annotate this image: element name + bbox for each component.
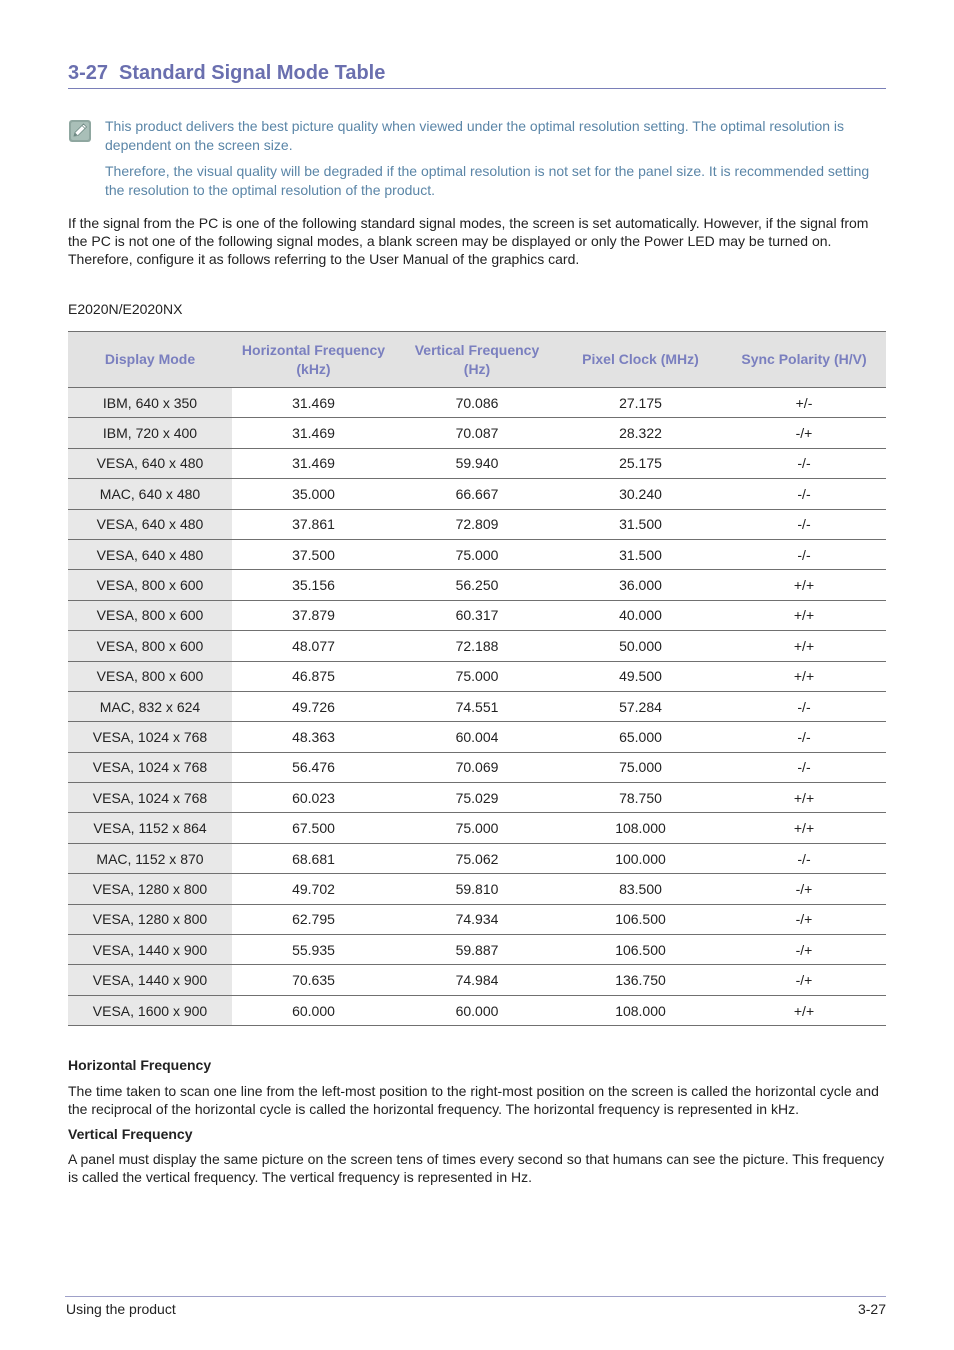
display-mode-cell: VESA, 800 x 600 [68, 600, 232, 630]
sync-polarity-cell: -/- [722, 843, 886, 873]
table-row [68, 418, 886, 448]
pixel-clock-cell: 31.500 [559, 509, 722, 539]
vertical-frequency-cell: 66.667 [395, 479, 559, 509]
sync-polarity-cell: -/- [722, 722, 886, 752]
pixel-clock-cell: 106.500 [559, 904, 722, 934]
pixel-clock-cell: 100.000 [559, 843, 722, 873]
horizontal-frequency-cell: 48.363 [232, 722, 395, 752]
vertical-frequency-cell: 75.000 [395, 813, 559, 843]
sync-polarity-cell: -/+ [722, 935, 886, 965]
sync-polarity-cell: +/+ [722, 631, 886, 661]
table-row [68, 752, 886, 782]
horizontal-frequency-cell: 67.500 [232, 813, 395, 843]
pixel-clock-cell: 40.000 [559, 600, 722, 630]
horizontal-frequency-cell: 37.500 [232, 539, 395, 569]
section-title [68, 62, 886, 89]
horizontal-frequency-cell: 56.476 [232, 752, 395, 782]
table-row [68, 661, 886, 691]
table-row [68, 631, 886, 661]
sync-polarity-cell: +/+ [722, 813, 886, 843]
sync-polarity-cell: -/+ [722, 965, 886, 995]
pixel-clock-cell: 49.500 [559, 661, 722, 691]
page-footer [65, 1296, 886, 1317]
vertical-frequency-cell: 74.934 [395, 904, 559, 934]
display-mode-cell: VESA, 1024 x 768 [68, 783, 232, 813]
display-mode-cell: VESA, 800 x 600 [68, 570, 232, 600]
section-number: 3-27 [68, 62, 109, 84]
pixel-clock-cell: 108.000 [559, 995, 722, 1025]
vertical-frequency-heading: Vertical Frequency [68, 1126, 193, 1142]
note-paragraph-2: Therefore, the visual quality will be degraded if the optimal resolution is not set for the panel size. It is recommended setting the resolution to the optimal resolution of the product. [105, 163, 870, 198]
display-mode-cell: VESA, 1280 x 800 [68, 874, 232, 904]
sync-polarity-cell: -/+ [722, 904, 886, 934]
sync-polarity-cell: +/+ [722, 783, 886, 813]
sync-polarity-cell: -/- [722, 752, 886, 782]
horizontal-frequency-cell: 49.702 [232, 874, 395, 904]
signal-mode-table [68, 331, 886, 1026]
table-row [68, 995, 886, 1025]
display-mode-cell: IBM, 640 x 350 [68, 388, 232, 418]
vertical-frequency-cell: 75.000 [395, 539, 559, 569]
section-title-text: Standard Signal Mode Table [119, 62, 386, 84]
table-body [68, 388, 886, 1026]
vertical-frequency-cell: 60.000 [395, 995, 559, 1025]
table-row [68, 479, 886, 509]
pixel-clock-cell: 36.000 [559, 570, 722, 600]
vertical-frequency-cell: 75.000 [395, 661, 559, 691]
table-row [68, 691, 886, 721]
header-vertical-frequency: Vertical Frequency (Hz) [395, 332, 559, 388]
horizontal-frequency-cell: 37.879 [232, 600, 395, 630]
sync-polarity-cell: -/- [722, 539, 886, 569]
horizontal-frequency-cell: 35.000 [232, 479, 395, 509]
pixel-clock-cell: 30.240 [559, 479, 722, 509]
vertical-frequency-cell: 60.317 [395, 600, 559, 630]
vertical-frequency-text: A panel must display the same picture on the screen tens of times every second so that humans can see the picture. This frequency is called the vertical frequency. The vertical frequency is represented in Hz. [68, 1151, 885, 1185]
vertical-frequency-cell: 75.062 [395, 843, 559, 873]
horizontal-frequency-cell: 37.861 [232, 509, 395, 539]
vertical-frequency-cell: 70.087 [395, 418, 559, 448]
display-mode-cell: IBM, 720 x 400 [68, 418, 232, 448]
pixel-clock-cell: 28.322 [559, 418, 722, 448]
table-row [68, 722, 886, 752]
display-mode-cell: MAC, 1152 x 870 [68, 843, 232, 873]
pixel-clock-cell: 108.000 [559, 813, 722, 843]
pixel-clock-cell: 75.000 [559, 752, 722, 782]
sync-polarity-cell: +/- [722, 388, 886, 418]
vertical-frequency-cell: 59.810 [395, 874, 559, 904]
table-row [68, 509, 886, 539]
table-row [68, 843, 886, 873]
header-display-mode: Display Mode [68, 332, 232, 388]
horizontal-frequency-cell: 35.156 [232, 570, 395, 600]
table-row [68, 874, 886, 904]
horizontal-frequency-cell: 31.469 [232, 448, 395, 478]
footer-chapter: Using the product [66, 1301, 176, 1317]
horizontal-frequency-cell: 31.469 [232, 388, 395, 418]
vertical-frequency-cell: 59.940 [395, 448, 559, 478]
display-mode-cell: VESA, 800 x 600 [68, 661, 232, 691]
display-mode-cell: VESA, 1440 x 900 [68, 965, 232, 995]
vertical-frequency-cell: 70.086 [395, 388, 559, 418]
horizontal-frequency-cell: 31.469 [232, 418, 395, 448]
display-mode-cell: VESA, 1440 x 900 [68, 935, 232, 965]
sync-polarity-cell: -/- [722, 691, 886, 721]
display-mode-cell: VESA, 800 x 600 [68, 631, 232, 661]
pixel-clock-cell: 31.500 [559, 539, 722, 569]
horizontal-frequency-text: The time taken to scan one line from the left-most position to the right-most position on the screen is called the horizontal cycle and the reciprocal of the horizontal cycle is called the horizontal frequency. The horizontal frequency is represented in kHz. [68, 1083, 879, 1117]
horizontal-frequency-cell: 62.795 [232, 904, 395, 934]
table-row [68, 600, 886, 630]
pixel-clock-cell: 78.750 [559, 783, 722, 813]
table-row [68, 813, 886, 843]
display-mode-cell: VESA, 640 x 480 [68, 509, 232, 539]
sync-polarity-cell: +/+ [722, 661, 886, 691]
vertical-frequency-cell: 75.029 [395, 783, 559, 813]
vertical-frequency-cell: 56.250 [395, 570, 559, 600]
table-row [68, 935, 886, 965]
footer-page-number: 3-27 [857, 1301, 886, 1317]
display-mode-cell: VESA, 1024 x 768 [68, 752, 232, 782]
vertical-frequency-cell: 72.809 [395, 509, 559, 539]
display-mode-cell: VESA, 1024 x 768 [68, 722, 232, 752]
table-row [68, 904, 886, 934]
horizontal-frequency-cell: 70.635 [232, 965, 395, 995]
sync-polarity-cell: -/- [722, 448, 886, 478]
sync-polarity-cell: -/- [722, 509, 886, 539]
table-row [68, 388, 886, 418]
table-row [68, 965, 886, 995]
table-header-row [68, 332, 886, 388]
horizontal-frequency-cell: 60.023 [232, 783, 395, 813]
pixel-clock-cell: 136.750 [559, 965, 722, 995]
vertical-frequency-cell: 74.984 [395, 965, 559, 995]
header-sync-polarity: Sync Polarity (H/V) [722, 332, 886, 388]
horizontal-frequency-cell: 49.726 [232, 691, 395, 721]
vertical-frequency-cell: 70.069 [395, 752, 559, 782]
horizontal-frequency-cell: 55.935 [232, 935, 395, 965]
display-mode-cell: VESA, 640 x 480 [68, 448, 232, 478]
sync-polarity-cell: +/+ [722, 600, 886, 630]
pixel-clock-cell: 65.000 [559, 722, 722, 752]
sync-polarity-cell: +/+ [722, 995, 886, 1025]
model-label: E2020N/E2020NX [68, 301, 183, 317]
horizontal-frequency-cell: 46.875 [232, 661, 395, 691]
vertical-frequency-cell: 60.004 [395, 722, 559, 752]
horizontal-frequency-heading: Horizontal Frequency [68, 1057, 212, 1073]
table-row [68, 783, 886, 813]
vertical-frequency-cell: 59.887 [395, 935, 559, 965]
pixel-clock-cell: 106.500 [559, 935, 722, 965]
intro-paragraph: If the signal from the PC is one of the following standard signal modes, the screen is set automatically. However, if the signal from the PC is not one of the following signal modes, a blank screen may be displayed or only the Power LED may be turned on. Therefore, configure it as follows referring to the User Manual of the graphics card. [68, 215, 869, 267]
sync-polarity-cell: +/+ [722, 570, 886, 600]
pixel-clock-cell: 83.500 [559, 874, 722, 904]
display-mode-cell: VESA, 640 x 480 [68, 539, 232, 569]
header-pixel-clock: Pixel Clock (MHz) [559, 332, 722, 388]
display-mode-cell: MAC, 640 x 480 [68, 479, 232, 509]
display-mode-cell: VESA, 1152 x 864 [68, 813, 232, 843]
pixel-clock-cell: 25.175 [559, 448, 722, 478]
display-mode-cell: MAC, 832 x 624 [68, 691, 232, 721]
horizontal-frequency-cell: 68.681 [232, 843, 395, 873]
pixel-clock-cell: 57.284 [559, 691, 722, 721]
horizontal-frequency-cell: 60.000 [232, 995, 395, 1025]
horizontal-frequency-cell: 48.077 [232, 631, 395, 661]
table-row [68, 539, 886, 569]
display-mode-cell: VESA, 1280 x 800 [68, 904, 232, 934]
vertical-frequency-cell: 72.188 [395, 631, 559, 661]
table-row [68, 448, 886, 478]
sync-polarity-cell: -/- [722, 479, 886, 509]
sync-polarity-cell: -/+ [722, 418, 886, 448]
display-mode-cell: VESA, 1600 x 900 [68, 995, 232, 1025]
note-paragraph-1: This product delivers the best picture quality when viewed under the optimal resolution setting. The optimal resolution is dependent on the screen size. [105, 118, 845, 153]
pixel-clock-cell: 27.175 [559, 388, 722, 418]
note-pencil-icon [68, 119, 92, 143]
table-row [68, 570, 886, 600]
pixel-clock-cell: 50.000 [559, 631, 722, 661]
sync-polarity-cell: -/+ [722, 874, 886, 904]
header-horizontal-frequency: Horizontal Frequency (kHz) [232, 332, 395, 388]
vertical-frequency-cell: 74.551 [395, 691, 559, 721]
